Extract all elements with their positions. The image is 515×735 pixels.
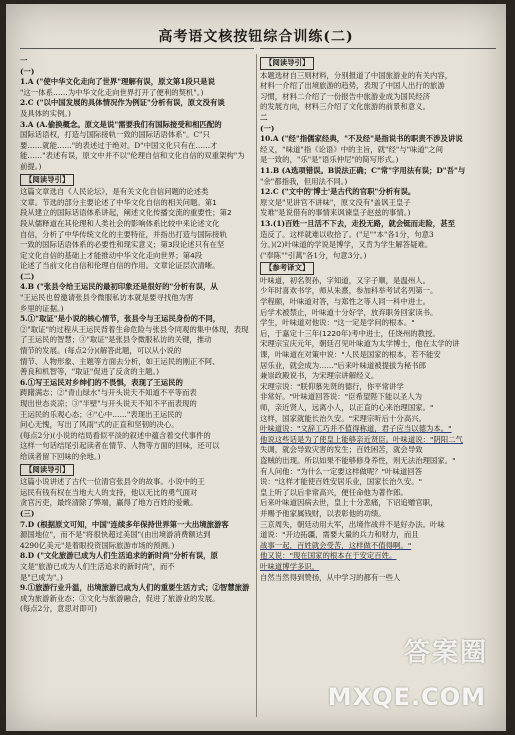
right-line	[260, 382, 496, 393]
right-line	[260, 251, 496, 262]
right-text: 师，亲近贤人，远离小人，以正直的心来治理国家。"	[260, 403, 434, 412]
right-line	[260, 520, 496, 531]
left-text: 这样一句话结尾引起读者在情节、人物等方面的回味，还可以	[20, 441, 220, 451]
left-text: 运民有钱有权在当地大人的支持，他以无比的勇气面对	[20, 487, 198, 497]
left-text: 情节的发展。(每点2分)(解答此题，可以从小说的	[20, 346, 182, 356]
right-text: 战事一起，百姓就会受苦，这样做不值得啊。"	[260, 540, 412, 550]
left-line	[20, 488, 254, 499]
left-text: "王运民也曾邀请张县令微服私访本就是要寻找他为害	[20, 293, 194, 303]
left-text: 2.C ("以中国发展的具体情况作为例证"分析有误，原文没有谈	[20, 98, 225, 108]
right-text: 学生，叶味道对他说："这一定是学问的根本。"	[260, 318, 415, 328]
left-text: 【阅读导引】	[20, 174, 74, 187]
left-line	[20, 109, 254, 120]
left-column	[20, 56, 254, 615]
left-text: 段从建立的国际话语体系讲起，阐述文化传播交流的重要性；第2	[20, 208, 232, 218]
left-line	[20, 230, 254, 241]
right-line	[260, 177, 496, 188]
left-line	[20, 293, 254, 304]
left-line	[20, 187, 254, 198]
right-line	[260, 276, 496, 287]
right-line	[260, 155, 496, 166]
right-line	[260, 541, 496, 552]
left-text: (每点2分)(小说的结局看似平淡的叙述中蕴含着交代事件的	[20, 430, 211, 440]
right-line	[260, 488, 496, 499]
right-line	[260, 286, 496, 297]
left-line	[20, 335, 254, 346]
left-line	[20, 282, 254, 293]
right-text: 叶味道，初名贺孙，字知道，又字子顺，是温州人。	[260, 275, 430, 285]
left-text: 4.B ("张县令给王运民的最初印象还是很好的"分析有误，从	[20, 282, 218, 292]
left-text: 自信，分析了中华传统文化的主要特征，并指出打造与国际接轨	[20, 229, 227, 239]
right-line	[260, 573, 496, 584]
right-text: "余"都指我，但用法不同。)	[260, 176, 348, 186]
left-text: 6.①写王运民对乡绅们的不畏惧，表现了王运民的	[20, 377, 183, 387]
left-text: 4290亿美元"是着眼投资国际旅游市场的预测。)	[20, 540, 175, 550]
left-line	[20, 388, 254, 399]
watermark-text: 答案圈	[403, 638, 488, 668]
left-text: 成为旅游新业态；③文化与旅游融合，促进了旅游业的发展。	[20, 593, 220, 603]
left-text: 及具体的实例。)	[20, 108, 71, 118]
right-text: 这样，国家就能长治久安。"宋理宗听后十分高兴。	[260, 413, 426, 423]
left-text: 现出世态炎凉；③"半壁"与开头说天不知不平而表现的	[20, 399, 197, 408]
left-line	[20, 441, 254, 452]
document-page	[6, 4, 506, 731]
left-line	[20, 240, 254, 251]
right-text: 并赐予他家属钱财，以表彰他的功绩。	[260, 508, 386, 518]
right-text: 兼崇政殿说书，为宋理宗讲解经义。	[260, 371, 379, 381]
right-line	[260, 456, 496, 467]
left-text: 8.D ("文化旅游已成为人们生活追求的新时尚"分析有误，原	[20, 551, 218, 561]
left-text: 7.D (根据原文可知，中国"连续多年保持世界第一大出境旅游客	[20, 519, 229, 529]
right-text: 宋理宗宝庆元年，朝廷召见叶味道为太学博士，他在太学的讲	[260, 339, 460, 349]
right-text: 宋理宗说："朕仰慕先贤的德行，你平常讲学	[260, 381, 404, 391]
right-line	[260, 92, 496, 103]
right-text: 后来叶味道因病去世，皇上十分悲痛，下诏追赠官职，	[260, 498, 438, 508]
left-line	[20, 410, 254, 421]
left-line	[20, 520, 254, 531]
left-line	[20, 272, 254, 283]
left-line	[20, 346, 254, 357]
right-text: 盗贼的出现。所以如果不能够修身养性，则无法治理国家。"	[260, 455, 456, 465]
right-text: 经义，"味道"指《论语》中的主旨，就"经"与"味道"之间	[260, 144, 443, 154]
left-line	[20, 594, 254, 605]
left-line	[20, 208, 254, 219]
left-text: 源国地位"，而不是"将很快超过美国"(由出境游消费额达到	[20, 530, 211, 540]
left-text: 要……就能……"的表述过于绝对。D"中国文化只有在……才	[20, 140, 218, 150]
right-text: 皇上听了以后非常高兴，便任命他为著作郎。	[260, 487, 408, 497]
right-line	[260, 297, 496, 308]
right-text: 课，叶味道在对策中说："人民是国家的根本，若不能安	[260, 350, 441, 360]
left-text: (一)	[20, 66, 35, 76]
right-line	[260, 350, 496, 361]
left-text: 一致的国际话语体系的必要性和现实意义；第3段论述只有在坚	[20, 240, 225, 250]
right-line	[260, 81, 496, 92]
right-line	[260, 219, 496, 230]
right-line	[260, 339, 496, 350]
left-line	[20, 325, 254, 336]
left-line	[20, 67, 254, 78]
left-line	[20, 304, 254, 315]
right-text: 后学术被禁止，叶味道十分好学，放弃职务回家读书。	[260, 307, 438, 317]
right-text: 造反了。这样就难以收拾了。("足""本"各1分，句意3	[260, 229, 434, 239]
right-line	[260, 403, 496, 414]
right-text: 后，于嘉定十三年(1220年)考中进士，任饶州的教授。	[260, 328, 440, 338]
right-line	[260, 198, 496, 209]
right-line	[260, 329, 496, 340]
right-line	[260, 424, 496, 435]
right-text: 11.B (A选项错误。B说法正确；C"常"字用法有误；D"吾"与	[260, 165, 466, 175]
left-text: 了王运民的智慧；③"取证"是张县令微服私访的关键，推动	[20, 335, 212, 345]
right-line	[260, 562, 496, 573]
right-text: 是一致的，"乐"是"语乐仲尼"的简写形式。)	[260, 155, 399, 165]
left-line	[20, 314, 254, 325]
left-line	[20, 56, 254, 67]
right-text: 的发展方向，材料三介绍了文化旅游的前景和意义。	[260, 102, 430, 112]
left-line	[20, 509, 254, 520]
left-text: 文章。节选的部分主要论述了中华文化自信的相关问题。第1	[20, 197, 217, 207]
right-line	[260, 113, 496, 124]
left-line	[20, 88, 254, 99]
right-line	[260, 187, 496, 198]
left-text: 文是"旅游已成为人们生活追求的新时尚"，而不	[20, 561, 175, 571]
left-text: 是"已成为"。)	[20, 572, 63, 582]
title-rule-left	[20, 48, 254, 49]
left-text: 前提。)	[20, 161, 42, 171]
left-line	[20, 463, 254, 478]
left-text: 这篇小说讲述了古代一位清官张县令的故事。小说中的王	[20, 477, 205, 487]
right-line	[260, 467, 496, 478]
right-text: 【参考译文】	[260, 262, 314, 275]
left-line	[20, 357, 254, 368]
right-line	[260, 361, 496, 372]
left-text: 问心无愧，写出了风雨"式的正直和坚韧的决心。	[20, 420, 179, 430]
right-text: 三京周失，朝廷动用大军，出境作战并不是好办法。叶味	[260, 519, 445, 529]
left-line	[20, 261, 254, 272]
watermark	[327, 638, 498, 721]
left-text: 踌躇满志；②"青山绿水"与开头说天不知道不平等而表	[20, 388, 197, 398]
right-column	[260, 56, 496, 583]
left-text: 给读者留下回味的余地。)	[20, 451, 101, 461]
left-text: (三)	[20, 508, 35, 518]
right-text: (一)	[260, 123, 275, 133]
right-line	[260, 509, 496, 520]
right-text: 二	[260, 112, 268, 122]
left-text: ②"取证"的过程从王运民背着生命危险与张县令同观的集中体现，表现	[20, 324, 249, 334]
right-text: 说："这样才能使百姓安居乐业，国家长治久安。"	[260, 477, 423, 487]
right-line	[260, 240, 496, 251]
right-text: 他又说："现在国家的根本在于安定百姓。	[260, 551, 397, 561]
right-line	[260, 530, 496, 541]
right-text: 居乐业，就会成为……"后来叶味道被提拔为秘书郎	[260, 360, 426, 370]
left-line	[20, 141, 254, 152]
left-line	[20, 604, 254, 615]
left-text: 一	[20, 56, 28, 65]
right-text: 自然当然得到赞扬，从中学习的都有一些人	[260, 572, 401, 582]
left-text: (每点2分，意思对即可)	[20, 604, 97, 614]
right-text: ("奉陈""引萬"各1分，句意3分。)	[260, 250, 367, 260]
right-line	[260, 308, 496, 319]
right-text: 12.C ("文中的'博士'是古代的官职"分析有误。	[260, 187, 416, 197]
left-text: 1.A ("使中华文化走向了世界"理解有误，原文第1段只是说	[20, 77, 215, 87]
right-text: 本题选材自三则材料，分别报道了中国旅游业的有关内容，	[260, 70, 453, 80]
left-line	[20, 198, 254, 209]
column-divider	[256, 54, 257, 717]
page-title: 高考语文核按钮综合训练(二)	[158, 29, 354, 45]
left-line	[20, 120, 254, 131]
left-text: 善良和机智等，"取证"促进了反贪的主题。)	[20, 367, 160, 377]
right-line	[260, 166, 496, 177]
right-text: 13.(1)百姓一旦活不下去，走投无路，就会铤而走险，甚至	[260, 218, 455, 228]
right-text: 原文是"见讲官不讲味"，原文没有"盖讽王皇子	[260, 197, 411, 207]
left-text: 这篇文章选自《人民论坛》，是有关文化自信问题的论述类	[20, 187, 209, 197]
left-text: 论述了当前文化自信和伦理自信的作用。文章论证层次清晰。	[20, 261, 220, 271]
left-line	[20, 162, 254, 173]
right-text: 【阅读导引】	[260, 57, 314, 70]
left-text: (二)	[20, 271, 35, 281]
left-line	[20, 378, 254, 389]
left-line	[20, 367, 254, 378]
left-line	[20, 498, 254, 509]
right-line	[260, 371, 496, 382]
left-line	[20, 452, 254, 463]
left-text: 5.①"取证"是小说的核心情节，张县令与王运民身份的不同，	[20, 314, 221, 324]
left-line	[20, 583, 254, 594]
left-line	[20, 98, 254, 109]
left-line	[20, 541, 254, 552]
right-text: 10.A ("经"指儒家经典，"不及经"是指说书的职责不涉及讲说	[260, 134, 463, 144]
left-line	[20, 551, 254, 562]
right-line	[260, 230, 496, 241]
right-line	[260, 208, 496, 219]
right-line	[260, 145, 496, 156]
right-line	[260, 134, 496, 145]
left-line	[20, 251, 254, 262]
left-text: 贪官污吏，最终清除了弊端，赢得了地方百姓的爱戴。	[20, 498, 198, 508]
left-line	[20, 130, 254, 141]
left-text: "这一体系……为中华文化走向世界打开了便利的契机"。)	[20, 87, 204, 97]
left-text: 王运民的乐观心态；④"心中……"表现出王运民的	[20, 409, 183, 419]
left-line	[20, 431, 254, 442]
left-text: 9.①旅游行业升温，出境旅游已成为人们的重要生活方式；②智慧旅游	[20, 583, 250, 593]
right-line	[260, 551, 496, 562]
left-text: 能……"表述有误，原文中并不以"伦理自信和文化自信的双重架构"为	[20, 151, 245, 161]
left-line	[20, 399, 254, 410]
right-line	[260, 392, 496, 403]
left-text: 【阅读导引】	[20, 464, 74, 477]
right-text: 叶味道说："文辞工巧并不值得称道，君子应当以德为本。"	[260, 424, 452, 434]
right-text: 发难"是说借有的事情来讽谏皇子赵兹的事情。)	[260, 208, 411, 218]
left-text: 定文化自信的基础上才能推动中华文化走向世界；第4段	[20, 250, 203, 260]
left-line	[20, 562, 254, 573]
left-line	[20, 219, 254, 230]
watermark-url: MXQE.COM	[327, 683, 486, 711]
right-line	[260, 261, 496, 276]
right-line	[260, 56, 496, 71]
left-line	[20, 477, 254, 488]
left-line	[20, 151, 254, 162]
right-line	[260, 445, 496, 456]
right-text: 习惯，材料二介绍了一份报告中旅游业成为国民经济	[260, 91, 430, 101]
title-rule-right	[260, 48, 496, 49]
right-line	[260, 435, 496, 446]
right-line	[260, 414, 496, 425]
right-text: 叶味道博学多识，	[260, 561, 320, 571]
right-text: 少年时喜欢书学，师从朱熹，参加科举考试名列第一。	[260, 286, 438, 296]
right-line	[260, 498, 496, 509]
right-text: 有人问他："为什么一定要这样做呢？"叶味道回答	[260, 466, 423, 476]
left-line	[20, 573, 254, 584]
right-text: 分。)(2)叶味道的学说是博学，又肯为学生解答疑难。	[260, 240, 433, 250]
right-text: 学程颐，叶味道对答，与郑性之等人同一科中进士。	[260, 297, 430, 307]
left-text: 国际话语权，打造与国际接轨一致的国际话语体系"。C"只	[20, 130, 210, 140]
right-text: 他说这些话是为了使皇上能够亲近贤臣。叶味道说："阴阳二气	[260, 434, 463, 444]
right-line	[260, 124, 496, 135]
left-line	[20, 530, 254, 541]
left-text: 段从儒释道在其伦理和人类社会的影响体系比较中来论述文化	[20, 218, 220, 228]
left-text: 情节、人物形象、主题等方面去分析，如王运民的刚正不阿、	[20, 356, 220, 366]
right-line	[260, 71, 496, 82]
right-text: 材料一介绍了出境旅游的趋势，表现了中国人出行的旅游	[260, 81, 445, 91]
right-line	[260, 318, 496, 329]
right-line	[260, 102, 496, 113]
left-line	[20, 77, 254, 88]
left-line	[20, 173, 254, 188]
left-text: 3.A (A.偷换概念。原文是说"需要我们有国际接受和相匹配的	[20, 119, 222, 129]
right-line	[260, 477, 496, 488]
left-line	[20, 420, 254, 431]
right-text: 失调，就会导致灾害的发生；百姓困苦，就会导致	[260, 445, 423, 455]
left-text: 乡里的证据。)	[20, 303, 64, 313]
right-text: 道说："开边拓疆，需要大量的兵力和财力，而且	[260, 530, 419, 540]
right-text: 非常好。"叶味道回答说："臣希望陛下能以圣人为	[260, 392, 423, 402]
